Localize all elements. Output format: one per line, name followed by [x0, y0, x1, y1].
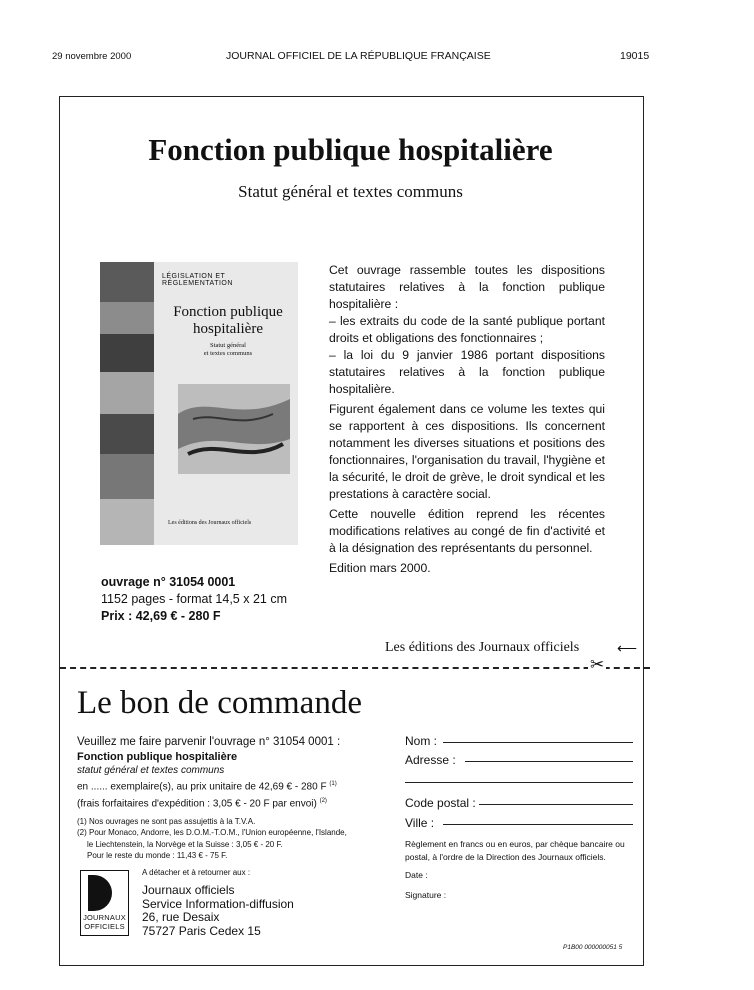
book-cover-image — [100, 262, 298, 545]
order-book-title: Fonction publique hospitalière — [77, 751, 238, 763]
order-intro: Veuillez me faire parvenir l'ouvrage n° 31054 0001 : — [77, 736, 341, 748]
signature-label: Signature : — [405, 890, 447, 900]
order-note-1: (1) Nos ouvrages ne sont pas assujettis à la T.V.A. — [77, 816, 256, 826]
ad-title: Fonction publique hospitalière — [148, 132, 553, 167]
cover-illustration — [178, 384, 290, 474]
order-note-2c: Pour le reste du monde : 11,43 € - 75 F. — [87, 851, 228, 861]
scissors-icon: ✂ — [590, 655, 605, 674]
date-label: Date : — [405, 870, 428, 880]
order-book-subtitle: statut général et textes communs — [77, 765, 225, 776]
address-field-line-2[interactable] — [405, 782, 633, 783]
address-field[interactable] — [465, 761, 633, 762]
payment-note: Règlement en francs ou en euros, par chèque bancaire ou postal, à l'ordre de la Direction des Journaux officiels. — [405, 839, 625, 862]
cover-title: Fonction publique hospitalière — [173, 304, 283, 337]
postal-code-label: Code postal : — [405, 796, 476, 810]
journaux-officiels-logo: JOURNAUX OFFICIELS — [80, 870, 129, 936]
publisher-line: Les éditions des Journaux officiels — [385, 640, 580, 655]
postal-code-field[interactable] — [479, 804, 633, 805]
return-label: A détacher et à retourner aux : — [142, 868, 251, 877]
ref-number: ouvrage n° 31054 0001 — [101, 575, 236, 589]
order-shipping: (frais forfaitaires d'expédition : 3,05 € - 20 F par envoi) $^{(2)}$ — [77, 798, 327, 810]
cover-subtitle: Statut général et textes communs — [203, 342, 253, 357]
book-description: Cet ouvrage rassemble toutes les dispositions statutaires relatives à la fonction publique hospitalière : – les extraits du code de la santé publique portant droits et obligations des fonctionnaires ; – la loi du 9 janvier 1986 portant dispositions statutaires relatives à la fonction publique hospitalière. Figurent également dans ce volume les textes qui se rapportent à ces dispositions. Ils concernent notamment les diverses situations et positions des fonctionnaires, l'organisation du travail, l'hygiène et la sécurité, le droit de grève, le droit syndical et les prestations à caractère social. Cette nouvelle édition reprend les récentes modifications relatives au congé de fin d'activité et à la désignation des représentants du personnel. Edition mars 2000. — [329, 263, 605, 575]
header-journal: JOURNAL OFFICIEL DE LA RÉPUBLIQUE FRANÇAISE — [226, 50, 491, 62]
document-code: P1B00 000000051 5 — [563, 944, 623, 951]
book-reference — [101, 574, 287, 625]
name-label: Nom : — [405, 734, 438, 748]
address-label: Adresse : — [405, 753, 456, 767]
cut-line — [60, 667, 650, 669]
header-date: 29 novembre 2000 — [52, 51, 132, 62]
city-label: Ville : — [405, 816, 435, 830]
order-copies: en ...... exemplaire(s), au prix unitaire de 42,69 € - 280 F $^{(1)}$ — [77, 781, 337, 793]
cover-footer: Les éditions des Journaux officiels — [168, 520, 252, 526]
name-field[interactable] — [443, 742, 633, 743]
book-format: 1152 pages - format 14,5 x 21 cm — [101, 592, 287, 606]
ad-subtitle: Statut général et textes communs — [238, 182, 463, 201]
cover-series: LÉGISLATION ET RÉGLEMENTATION — [162, 273, 233, 287]
arrow-left-icon: ⟵ — [617, 640, 638, 656]
city-field[interactable] — [443, 824, 633, 825]
return-address: Journaux officiels Service Information-diffusion 26, rue Desaix 75727 Paris Cedex 15 — [142, 883, 294, 938]
order-note-2a: (2) Pour Monaco, Andorre, les D.O.M.-T.O.M., l'Union européenne, l'Islande, — [77, 828, 347, 838]
book-price: Prix : 42,69 € - 280 F — [101, 609, 221, 623]
order-note-2b: le Liechtenstein, la Norvège et la Suisse : 3,05 € - 20 F. — [87, 839, 283, 849]
order-details — [77, 735, 377, 862]
order-heading: Le bon de commande — [77, 685, 362, 721]
header-page-number: 19015 — [620, 50, 650, 62]
